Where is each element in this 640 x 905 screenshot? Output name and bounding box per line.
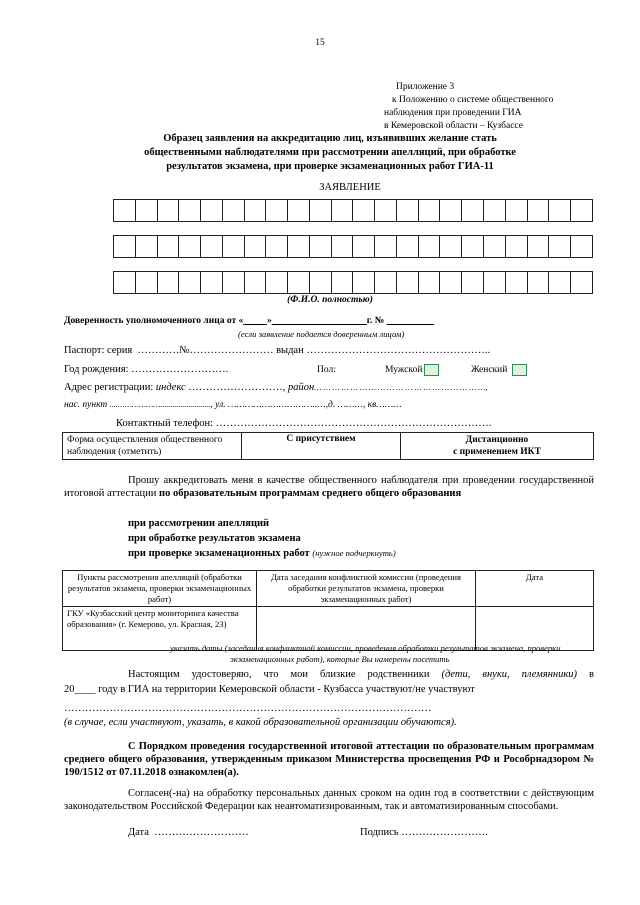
district-label: район [288, 382, 315, 393]
birth-year-line [64, 364, 228, 375]
proxy-number-field[interactable] [387, 316, 435, 326]
request-paragraph [64, 474, 594, 500]
option-appeals[interactable]: при рассмотрении апелляций [128, 518, 270, 529]
fio-caption: (Ф.И.О. полностью) [287, 295, 373, 305]
sex-male-label: Мужской [385, 365, 423, 376]
address-line: Адрес регистрации: индекс ………………………, район… … … … … … … … … … … … … … … … … … …, [64, 382, 488, 393]
phone-label: Контактный телефон: [116, 418, 214, 429]
street-label: ул. [215, 400, 226, 410]
date-label: Дата [128, 827, 149, 838]
points-note-line: указать даты (заседания конфликтной комиссии, проведения обработки результатов экзамена, проверки [170, 643, 561, 653]
relatives-note: (в случае, если участвуют, указать, в какой образовательной организации обучаются). [64, 717, 457, 728]
sex-female-option[interactable] [471, 364, 527, 376]
request-text: Прошу аккредитовать меня в качестве общественного наблюдателя при проведении государственной итоговой аттестации [64, 475, 594, 499]
appendix-line: наблюдения при проведении ГИА [384, 108, 522, 118]
town-field[interactable]: ....………………......................... [109, 400, 211, 409]
sex-label: Пол: [317, 365, 336, 375]
birth-year-label: Год рождения: [64, 364, 129, 375]
proxy-line [64, 316, 434, 326]
town-label: нас. пункт [64, 400, 108, 410]
proxy-day-field[interactable] [243, 316, 267, 326]
procedure-paragraph: С Порядком проведения государственной итоговой аттестации по образовательным программам среднего общего образования, утвержденным приказом Министерства просвещения РФ и Рособрнадзором № 190/1512 от 07.11.2018 ознакомлен(а). [64, 741, 594, 778]
points-note [170, 643, 594, 665]
flat-label: кв [367, 400, 377, 410]
proxy-quote: » [267, 316, 272, 326]
district-field[interactable]: … … … … … … … … … … … … … … … … … … …, [314, 383, 488, 392]
proxy-label: Доверенность уполномоченного лица от « [64, 316, 244, 326]
year-prefix: 20 [64, 684, 75, 695]
date-line [128, 827, 249, 838]
table-header: Пункты рассмотрения апелляций (обработки результатов экзамена, проверки экзаменационных работ) [63, 571, 257, 607]
signature-label: Подпись [360, 827, 399, 838]
appendix-line: к Положению о системе общественного [392, 95, 554, 105]
passport-number-label: № [179, 345, 190, 356]
appendix-line: Приложение 3 [396, 82, 455, 92]
passport-line [64, 345, 490, 356]
relatives-org-field[interactable]: …………………………………………………………………………………………… [64, 703, 432, 714]
table-cell-point: ГКУ «Кузбасский центр мониторинга качества образования» (г. Кемерово, ул. Красная, 23) [63, 607, 257, 651]
proxy-year-label: г. № [366, 316, 385, 326]
sex-male-option[interactable] [385, 364, 439, 376]
house-field[interactable]: ………, [337, 400, 366, 410]
option-remote-line: с применением ИКТ [453, 447, 541, 457]
signature-line [360, 827, 488, 838]
table-header: Дата заседания конфликтной комиссии (проведения обработки результатов экзамена, проверки экзаменационных работ) [257, 571, 476, 607]
option-remote[interactable] [401, 433, 594, 460]
document-title [60, 132, 600, 174]
address-label: Адрес регистрации: [64, 382, 154, 393]
passport-series-label: Паспорт: серия [64, 345, 133, 356]
option-in-person[interactable]: С присутствием [242, 433, 401, 460]
page-number: 15 [315, 38, 325, 48]
passport-number-field[interactable]: …………………… [189, 345, 274, 356]
option-processing[interactable]: при обработке результатов экзамена [128, 532, 301, 544]
appendix-note [384, 81, 553, 133]
index-field[interactable]: ……………………… [188, 382, 283, 393]
signature-field[interactable]: ……………………. [401, 827, 488, 838]
points-note-line: экзаменационных работ), которые Вы намерены посетить [230, 654, 450, 664]
phone-line [116, 418, 491, 429]
fio-grid-patronymic[interactable] [113, 271, 593, 294]
request-options [128, 517, 396, 562]
proxy-note: (если заявление подается доверенным лицом) [238, 329, 405, 339]
index-label: индекс [155, 382, 186, 393]
proxy-month-field[interactable] [272, 316, 367, 326]
option-remote-line: Дистанционно [465, 435, 529, 445]
address-line-2: нас. пункт ....………………........................., ул. …………………………..…,д. ………, кв……… [64, 400, 402, 410]
statement-heading: ЗАЯВЛЕНИЕ [319, 182, 381, 193]
request-bold: по образовательным программам среднего общего образования [159, 488, 462, 499]
flat-field[interactable]: ……… [376, 400, 402, 410]
relatives-italic: (дети, внуки, племянники) [441, 669, 578, 680]
relatives-line2: году в ГИА на территории Кемеровской области - Кузбасса участвуют/не участвуют [98, 684, 475, 695]
date-field[interactable]: ……………………… [154, 827, 249, 838]
year-field[interactable]: ____ [74, 684, 96, 695]
passport-series-field[interactable]: ………… [137, 345, 180, 356]
house-label: д. [328, 400, 336, 410]
birth-year-field[interactable]: ………………………. [131, 364, 229, 375]
street-field[interactable]: …………………………..…, [227, 400, 329, 410]
male-checkbox[interactable] [424, 364, 439, 376]
form-label-cell: Форма осуществления общественного наблюдения (отметить) [63, 433, 242, 460]
relatives-paragraph [64, 667, 594, 697]
fio-grid-name[interactable] [113, 235, 593, 258]
sex-female-label: Женский [471, 365, 508, 376]
female-checkbox[interactable] [512, 364, 527, 376]
appendix-line: в Кемеровской области – Кузбассе [384, 121, 523, 131]
title-line: Образец заявления на аккредитацию лиц, изъявивших желание стать [163, 133, 497, 144]
relatives-text: Настоящим удостоверяю, что мои близкие родственники [128, 669, 430, 680]
fio-grid-surname[interactable] [113, 199, 593, 222]
points-table [62, 570, 594, 651]
title-line: результатов экзамена, при проверке экзаменационных работ ГИА-11 [166, 161, 494, 172]
consent-paragraph: Согласен(-на) на обработку персональных данных сроком на один год в соответствии с действующим законодательством Российской Федерации как неавтоматизированным, так и автоматизированным способами. [64, 788, 594, 812]
option-checking[interactable]: при проверке экзаменационных работ [128, 548, 310, 559]
passport-issued-label: выдан [276, 345, 304, 356]
table-header: Дата [476, 571, 594, 607]
title-line: общественными наблюдателями при рассмотрении апелляций, при обработке [144, 147, 516, 158]
request-note: (нужное подчеркнуть) [312, 548, 396, 558]
relatives-end: в [589, 669, 595, 680]
phone-field[interactable]: ……………………………………………………………………. [215, 418, 492, 429]
observation-form-table [62, 432, 594, 460]
passport-issued-field[interactable]: …………………………………………….. [306, 345, 491, 356]
